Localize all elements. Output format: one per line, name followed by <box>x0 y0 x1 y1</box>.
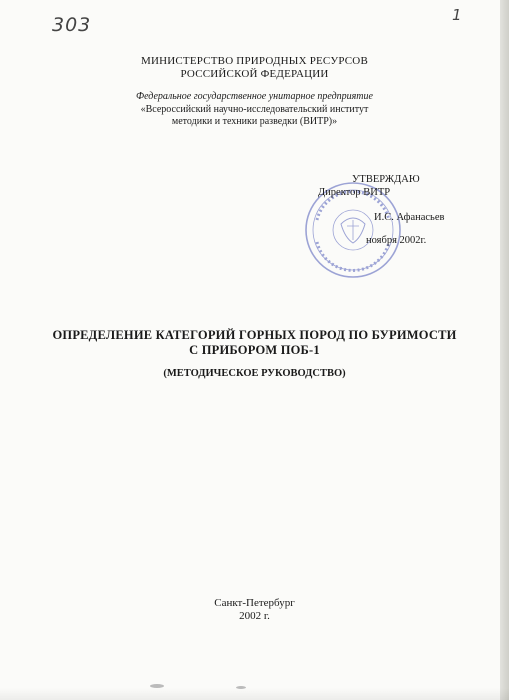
publication-place-year <box>0 597 509 623</box>
ministry-header <box>0 55 509 81</box>
scan-speck <box>150 684 164 688</box>
archive-number: 303 <box>52 14 92 36</box>
enterprise-name-line-2: методики и техники разведки (ВИТР)» <box>171 116 338 127</box>
enterprise-name-line-1: «Всероссийский научно-исследовательский институт <box>140 103 369 115</box>
page-bottom-shadow <box>0 688 509 700</box>
corner-mark: 1 <box>452 6 462 24</box>
director-name: И.С. Афанасьев <box>374 212 445 223</box>
enterprise-type: Федеральное государственное унитарное предприятие <box>136 91 373 102</box>
approve-label: УТВЕРЖДАЮ <box>352 174 420 185</box>
approval-date: ноября 2002г. <box>366 235 427 246</box>
document-subtitle: (МЕТОДИЧЕСКОЕ РУКОВОДСТВО) <box>163 368 346 379</box>
ministry-line-2: РОССИЙСКОЙ ФЕДЕРАЦИИ <box>180 68 329 80</box>
publication-city: Санкт-Петербург <box>214 597 295 609</box>
ministry-line-1: МИНИСТЕРСТВО ПРИРОДНЫХ РЕСУРСОВ <box>140 55 368 67</box>
title-line-2: С ПРИБОРОМ ПОБ-1 <box>189 343 320 357</box>
director-position: Директор ВИТР <box>318 187 391 198</box>
enterprise-block <box>0 91 509 129</box>
title-line-1: ОПРЕДЕЛЕНИЕ КАТЕГОРИЙ ГОРНЫХ ПОРОД ПО БУРИМОСТИ <box>52 328 457 342</box>
publication-year: 2002 г. <box>239 610 270 622</box>
scan-speck <box>236 686 246 689</box>
document-title <box>0 328 509 358</box>
